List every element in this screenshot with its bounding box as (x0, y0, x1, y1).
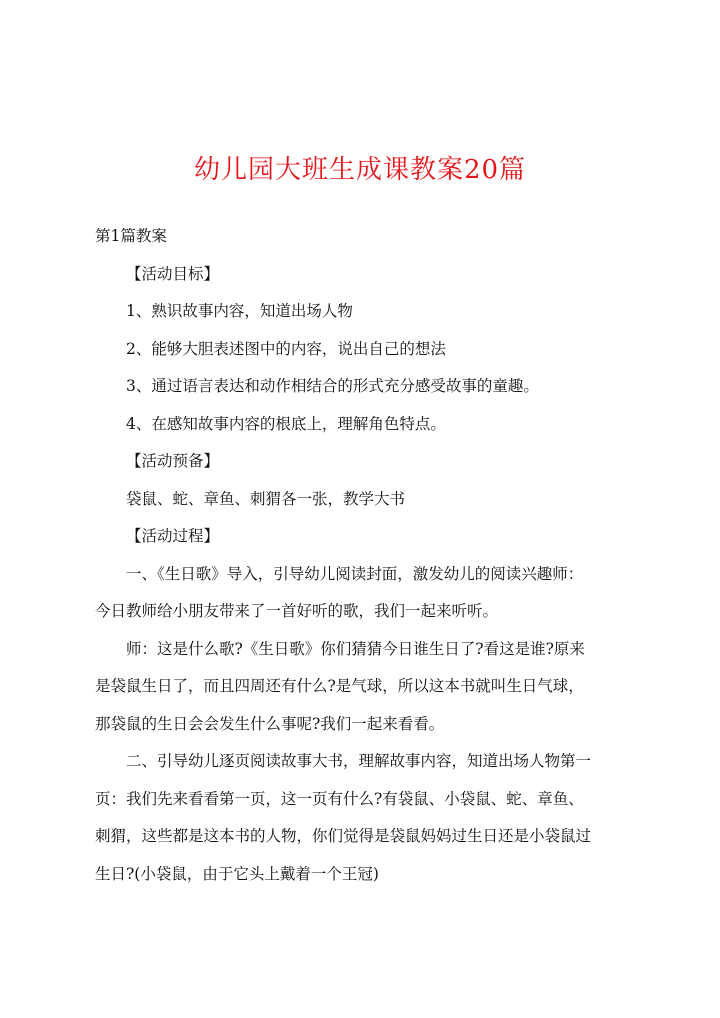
paragraph-line: 4、在感知故事内容的根底上，理解角色特点。 (126, 414, 446, 433)
paragraph-line: 二、引导幼儿逐页阅读故事大书，理解故事内容，知道出场人物第一 (126, 752, 592, 770)
paragraph-line: 2、能够大胆表述图中的内容，说出自己的想法 (126, 339, 446, 358)
paragraph-line: 【活动目标】 (126, 264, 220, 283)
paragraph-line: 页：我们先来看看第一页，这一页有什么?有袋鼠、小袋鼠、蛇、章鱼、 (95, 789, 584, 808)
paragraph-line: 今日教师给小朋友带来了一首好听的歌，我们一起来听听。 (95, 602, 499, 620)
document-body (95, 218, 635, 893)
paragraph-line: 【活动预备】 (126, 452, 220, 470)
paragraph-line: 袋鼠、蛇、章鱼、刺猬各一张，教学大书 (126, 489, 406, 508)
paragraph-line: 3、通过语言表达和动作相结合的形式充分感受故事的童趣。 (126, 377, 539, 395)
paragraph-line: 1、熟识故事内容，知道出场人物 (126, 302, 353, 320)
paragraph-line: 第1篇教案 (95, 227, 167, 245)
paragraph-line: 刺猬，这些都是这本书的人物，你们觉得是袋鼠妈妈过生日还是小袋鼠过 (95, 827, 592, 845)
paragraph-line: 是袋鼠生日了，而且四周还有什么?是气球，所以这本书就叫生日气球， (95, 677, 584, 695)
paragraph-line: 师：这是什么歌?《生日歌》你们猜猜今日谁生日了?看这是谁?原来 (126, 639, 585, 658)
paragraph-line: 一、《生日歌》导入，引导幼儿阅读封面，激发幼儿的阅读兴趣师： (126, 564, 584, 583)
paragraph-line: 生日?(小袋鼠，由于它头上戴着一个王冠) (95, 864, 379, 883)
paragraph-line: 那袋鼠的生日会会发生什么事呢?我们一起来看看。 (95, 714, 445, 733)
document-title: 幼儿园大班生成课教案20篇 (193, 155, 527, 185)
paragraph-line: 【活动过程】 (126, 527, 220, 545)
